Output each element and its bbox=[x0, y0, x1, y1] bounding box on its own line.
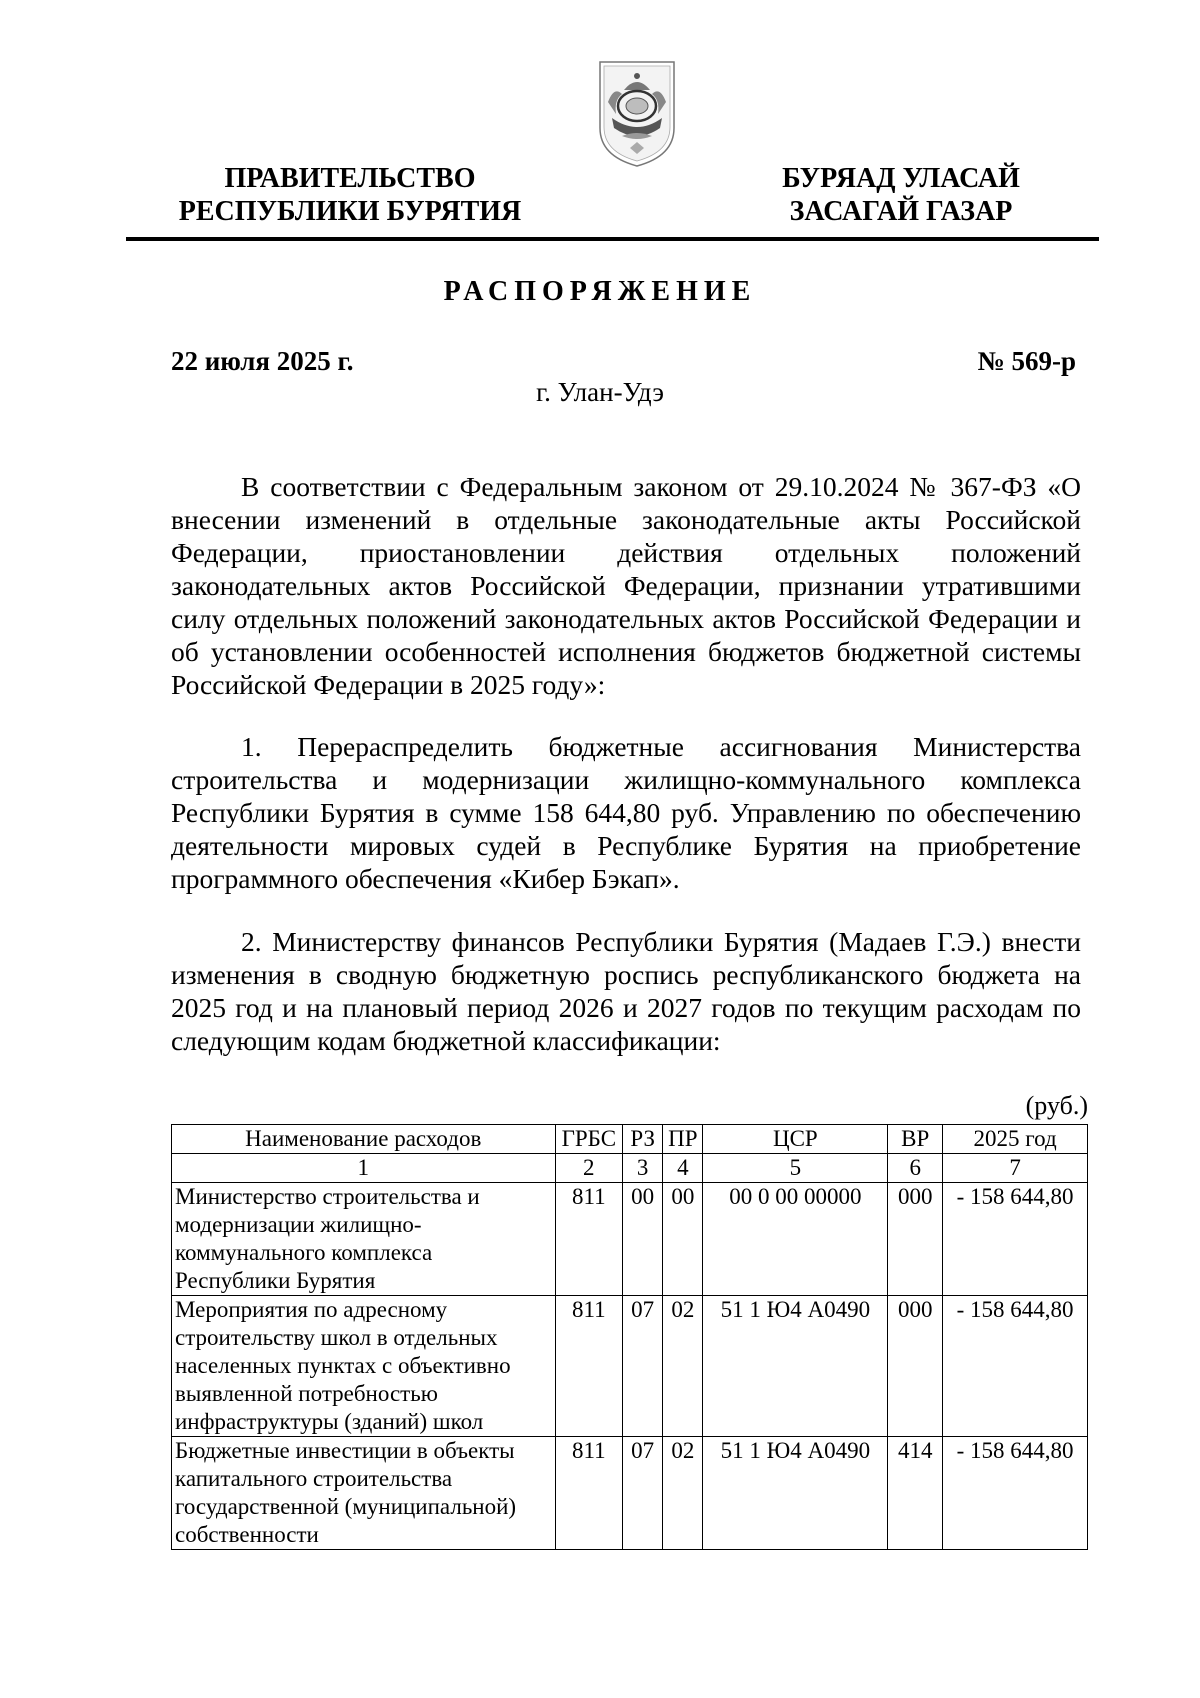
cell-pr: 02 bbox=[663, 1437, 703, 1550]
paragraph-preamble: В соответствии с Федеральным законом от 29.10.2024 № 367-ФЗ «О внесении изменений в отдельные законодательные акты Российской Федерации, приостановлении действия отдельных положений законодательных актов Российской Федерации, признании утратившими силу отдельных положений законодательных актов Российской Федерации и об установлении особенностей исполнения бюджетов бюджетной системы Российской Федерации в 2025 году»: bbox=[171, 471, 1081, 700]
document-number: № 569-р bbox=[977, 346, 1076, 376]
col-header-rz: РЗ bbox=[623, 1125, 663, 1154]
index-cell: 1 bbox=[172, 1154, 556, 1183]
header-right bbox=[758, 162, 1044, 228]
col-header-pr: ПР bbox=[663, 1125, 703, 1154]
header-left bbox=[165, 162, 535, 228]
table-row bbox=[172, 1437, 1088, 1550]
cell-pr: 00 bbox=[663, 1183, 703, 1296]
col-header-vr: ВР bbox=[888, 1125, 943, 1154]
cell-vr: 000 bbox=[888, 1183, 943, 1296]
cell-grbs: 811 bbox=[555, 1296, 623, 1437]
paragraph-item-2: 2. Министерству финансов Республики Бурятия (Мадаев Г.Э.) внести изменения в сводную бюджетную роспись республиканского бюджета на 2025 год и на плановый период 2026 и 2027 годов по текущим расходам по следующим кодам бюджетной классификации: bbox=[171, 926, 1081, 1056]
header-left-line-2: РЕСПУБЛИКИ БУРЯТИЯ bbox=[178, 196, 522, 227]
col-header-year: 2025 год bbox=[943, 1125, 1088, 1154]
cell-name: Министерство строительства и модернизации жилищно-коммунального комплекса Республики Бурятия bbox=[172, 1183, 556, 1296]
budget-classification-table bbox=[171, 1124, 1088, 1550]
header-left-line-1: ПРАВИТЕЛЬСТВО bbox=[224, 163, 476, 194]
index-cell: 5 bbox=[703, 1154, 888, 1183]
cell-csr: 51 1 Ю4 А0490 bbox=[703, 1296, 888, 1437]
header-divider bbox=[126, 237, 1099, 241]
cell-rz: 07 bbox=[623, 1296, 663, 1437]
cell-grbs: 811 bbox=[555, 1183, 623, 1296]
cell-csr: 51 1 Ю4 А0490 bbox=[703, 1437, 888, 1550]
index-cell: 6 bbox=[888, 1154, 943, 1183]
cell-rz: 07 bbox=[623, 1437, 663, 1550]
index-cell: 7 bbox=[943, 1154, 1088, 1183]
coat-of-arms-icon bbox=[594, 56, 680, 170]
paragraph-item-1: 1. Перераспределить бюджетные ассигнования Министерства строительства и модернизации жилищно-коммунального комплекса Республики Бурятия в сумме 158 644,80 руб. Управлению по обеспечению деятельности мировых судей в Республике Бурятия на приобретение программного обеспечения «Кибер Бэкап». bbox=[171, 731, 1081, 894]
index-cell: 2 bbox=[555, 1154, 623, 1183]
document-date: 22 июля 2025 г. bbox=[171, 346, 354, 376]
index-cell: 3 bbox=[623, 1154, 663, 1183]
document-city: г. Улан-Удэ bbox=[536, 377, 664, 407]
table-row bbox=[172, 1296, 1088, 1437]
cell-vr: 000 bbox=[888, 1296, 943, 1437]
col-header-grbs: ГРБС bbox=[555, 1125, 623, 1154]
cell-grbs: 811 bbox=[555, 1437, 623, 1550]
index-cell: 4 bbox=[663, 1154, 703, 1183]
col-header-csr: ЦСР bbox=[703, 1125, 888, 1154]
cell-rz: 00 bbox=[623, 1183, 663, 1296]
table-index-row bbox=[172, 1154, 1088, 1183]
cell-name: Мероприятия по адресному строительству школ в отдельных населенных пунктах с объективно выявленной потребностью инфраструктуры (зданий) школ bbox=[172, 1296, 556, 1437]
header-right-line-1: БУРЯАД УЛАСАЙ bbox=[782, 163, 1020, 194]
header-right-line-2: ЗАСАГАЙ ГАЗАР bbox=[789, 196, 1013, 227]
cell-pr: 02 bbox=[663, 1296, 703, 1437]
cell-name: Бюджетные инвестиции в объекты капитального строительства государственной (муниципальной) собственности bbox=[172, 1437, 556, 1550]
cell-csr: 00 0 00 00000 bbox=[703, 1183, 888, 1296]
document-type: РАСПОРЯЖЕНИЕ bbox=[443, 276, 757, 307]
table-row bbox=[172, 1183, 1088, 1296]
table-unit: (руб.) bbox=[1025, 1091, 1088, 1120]
cell-amount: - 158 644,80 bbox=[943, 1183, 1088, 1296]
cell-vr: 414 bbox=[888, 1437, 943, 1550]
cell-amount: - 158 644,80 bbox=[943, 1437, 1088, 1550]
col-header-name: Наименование расходов bbox=[172, 1125, 556, 1154]
table-header-row bbox=[172, 1125, 1088, 1154]
cell-amount: - 158 644,80 bbox=[943, 1296, 1088, 1437]
